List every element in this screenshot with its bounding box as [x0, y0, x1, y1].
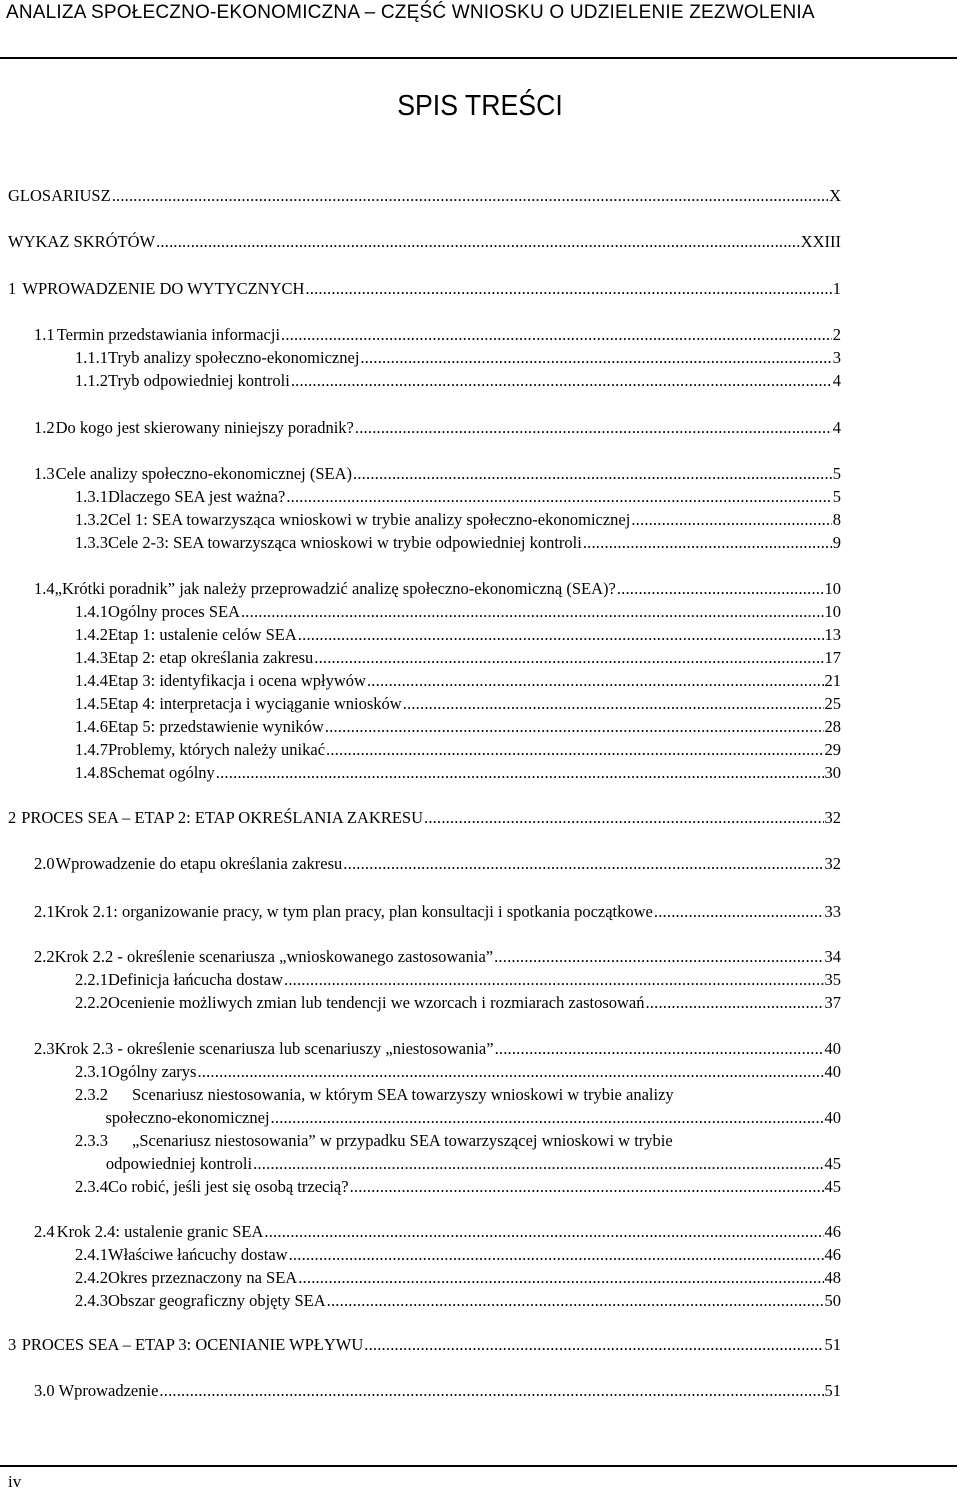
toc-entry-label: WPROWADZENIE DO WYTYCZNYCH	[22, 279, 305, 298]
toc-entry-number: 2.3	[34, 1039, 55, 1058]
toc-entry-page: 28	[824, 717, 841, 736]
toc-entry-label: Scenariusz niestosowania, w którym SEA towarzyszy wnioskowi w trybie analizy	[132, 1085, 674, 1104]
toc-entry[interactable]	[8, 232, 841, 252]
toc-entry-number: 1.4.4	[75, 671, 108, 690]
toc-entry-label: Definicja łańcucha dostaw	[108, 970, 284, 989]
toc-entry-page: 10	[824, 602, 841, 621]
toc-entry[interactable]	[34, 947, 841, 967]
toc-entry-page: 32	[824, 854, 841, 873]
toc-entry-label: Etap 2: etap określania zakresu	[108, 648, 314, 667]
toc-entry-page: 37	[824, 993, 841, 1012]
toc-entry-page: 45	[824, 1154, 841, 1173]
leader-dots	[216, 763, 824, 783]
toc-entry-page: 50	[824, 1291, 841, 1310]
toc-entry-label-continued: społeczno-ekonomicznej	[105, 1108, 270, 1127]
toc-entry-number: 2.2	[34, 947, 55, 966]
toc-entry-page: 40	[824, 1062, 841, 1081]
page-number: iv	[8, 1472, 22, 1491]
toc-entry-page: 51	[824, 1335, 841, 1354]
toc-entry[interactable]	[75, 371, 841, 391]
leader-dots	[159, 1381, 823, 1401]
toc-entry[interactable]	[8, 279, 841, 299]
leader-dots	[364, 1335, 823, 1355]
toc-entry[interactable]	[75, 694, 841, 714]
toc-entry[interactable]	[75, 1268, 841, 1288]
toc-entry[interactable]	[75, 533, 841, 553]
leader-dots	[305, 279, 831, 299]
running-header: ANALIZA SPOŁECZNO-EKONOMICZNA – CZĘŚĆ WNIOSKU O UDZIELENIE ZEZWOLENIA	[6, 2, 815, 23]
leader-dots	[327, 1291, 824, 1311]
toc-entry-page: 3	[832, 348, 841, 367]
leader-dots	[314, 648, 823, 668]
leader-dots	[284, 970, 823, 990]
toc-entry-label: GLOSARIUSZ	[8, 186, 111, 205]
toc-entry-number: 3.0	[34, 1381, 55, 1400]
toc-entry-page: 5	[832, 487, 841, 506]
toc-entry-page: 1	[832, 279, 841, 298]
toc-entry-number: 1.3	[34, 464, 55, 483]
leader-dots	[583, 533, 832, 553]
toc-entry-page: 48	[824, 1268, 841, 1287]
toc-entry-page: 34	[824, 947, 841, 966]
toc-entry-number: 2.3.3	[75, 1131, 108, 1150]
toc-entry-label: Ocenienie możliwych zmian lub tendencji we wzorcach i rozmiarach zastosowań	[108, 993, 645, 1012]
leader-dots	[271, 1108, 824, 1128]
toc-entry[interactable]	[75, 1154, 841, 1174]
leader-dots	[494, 947, 823, 967]
leader-dots	[264, 1222, 823, 1242]
leader-dots	[353, 464, 832, 484]
leader-dots	[253, 1154, 823, 1174]
toc-entry-label: Termin przedstawiania informacji	[56, 325, 281, 344]
footer-rule	[0, 1465, 957, 1467]
leader-dots	[367, 671, 824, 691]
toc-entry-number: 2.4.1	[75, 1245, 108, 1264]
toc-entry-page: 17	[824, 648, 841, 667]
leader-dots	[654, 902, 824, 922]
toc-entry-number: 1.4.1	[75, 602, 108, 621]
toc-entry-label: WYKAZ SKRÓTÓW	[8, 232, 156, 251]
leader-dots	[156, 232, 800, 252]
toc-entry-page: 10	[824, 579, 841, 598]
toc-entry[interactable]	[34, 464, 841, 484]
toc-entry[interactable]	[75, 625, 841, 645]
toc-entry[interactable]	[8, 186, 841, 206]
toc-entry[interactable]	[75, 487, 841, 507]
leader-dots	[343, 854, 823, 874]
toc-entry[interactable]	[75, 671, 841, 691]
leader-dots	[112, 186, 828, 206]
toc-entry-label: Schemat ogólny	[108, 763, 215, 782]
toc-entry[interactable]	[75, 717, 841, 737]
leader-dots	[286, 487, 831, 507]
toc-entry-number: 2	[8, 808, 17, 827]
toc-entry-number: 2.4	[34, 1222, 55, 1241]
leader-dots	[495, 1039, 824, 1059]
leader-dots	[645, 993, 823, 1013]
toc-entry-number: 1.1	[34, 325, 55, 344]
leader-dots	[326, 740, 823, 760]
toc-entry-page: 13	[824, 625, 841, 644]
toc-entry-number: 1.2	[34, 418, 55, 437]
toc-entry[interactable]	[8, 1335, 841, 1355]
toc-entry-label: Krok 2.4: ustalenie granic SEA	[56, 1222, 264, 1241]
toc-entry-label: PROCES SEA – ETAP 2: ETAP OKREŚLANIA ZAKRESU	[21, 808, 424, 827]
toc-entry-number: 1.4	[34, 579, 55, 598]
toc-entry[interactable]	[75, 1291, 841, 1311]
toc-entry-page: 25	[824, 694, 841, 713]
toc-entry[interactable]	[34, 1381, 841, 1401]
toc-entry-label: Okres przeznaczony na SEA	[108, 1268, 298, 1287]
toc-entry-number: 1.1.2	[75, 371, 108, 390]
toc-entry-label: Cele 2-3: SEA towarzysząca wnioskowi w trybie odpowiedniej kontroli	[108, 533, 582, 552]
toc-entry[interactable]	[75, 993, 841, 1013]
leader-dots	[241, 602, 824, 622]
toc-entry-label: Ogólny zarys	[108, 1062, 197, 1081]
toc-entry-number: 2.4.2	[75, 1268, 108, 1287]
toc-entry-page: 46	[824, 1245, 841, 1264]
leader-dots	[631, 510, 831, 530]
toc-entry-number: 3	[8, 1335, 17, 1354]
leader-dots	[350, 1177, 824, 1197]
leader-dots	[424, 808, 823, 828]
toc-entry[interactable]	[75, 763, 841, 783]
toc-entry[interactable]	[34, 418, 841, 438]
toc-entry-label: Etap 1: ustalenie celów SEA	[108, 625, 297, 644]
toc-entry-label: „Krótki poradnik” jak należy przeprowadzić analizę społeczno-ekonomiczną (SEA)?	[54, 579, 616, 598]
toc-entry-label: „Scenariusz niestosowania” w przypadku SEA towarzyszącej wnioskowi w trybie	[132, 1131, 673, 1150]
toc-entry-label: Tryb analizy społeczno-ekonomicznej	[108, 348, 360, 367]
toc-entry[interactable]	[75, 510, 841, 530]
toc-entry-label: Dlaczego SEA jest ważna?	[108, 487, 286, 506]
toc-entry-label-continued: odpowiedniej kontroli	[105, 1154, 253, 1173]
toc-entry-label: PROCES SEA – ETAP 3: OCENIANIE WPŁYWU	[21, 1335, 364, 1354]
toc-entry-label: Wprowadzenie	[58, 1381, 159, 1400]
toc-entry[interactable]	[34, 1039, 841, 1059]
toc-entry-number: 1.3.1	[75, 487, 108, 506]
toc-entry[interactable]	[8, 808, 841, 828]
toc-entry-label: Krok 2.3 - określenie scenariusza lub scenariuszy „niestosowania”	[54, 1039, 494, 1058]
leader-dots	[360, 348, 831, 368]
toc-entry[interactable]	[75, 740, 841, 760]
toc-entry-label: Co robić, jeśli jest się osobą trzecią?	[108, 1177, 349, 1196]
leader-dots	[298, 1268, 823, 1288]
toc-entry-page: 30	[824, 763, 841, 782]
toc-entry-label: Ogólny proces SEA	[108, 602, 240, 621]
toc-entry-number: 1.3.2	[75, 510, 108, 529]
toc-entry-label: Krok 2.2 - określenie scenariusza „wnioskowanego zastosowania”	[54, 947, 494, 966]
toc-entry-page: 8	[832, 510, 841, 529]
toc-entry-number: 1.4.6	[75, 717, 108, 736]
toc-entry-number: 2.3.1	[75, 1062, 108, 1081]
toc-entry[interactable]	[75, 348, 841, 368]
toc-entry-page: 33	[824, 902, 841, 921]
toc-entry-number: 1	[8, 279, 17, 298]
toc-entry-page: 4	[832, 418, 841, 437]
leader-dots	[403, 694, 824, 714]
toc-entry-number: 1.3.3	[75, 533, 108, 552]
toc-entry-number: 2.3.4	[75, 1177, 108, 1196]
leader-dots	[617, 579, 824, 599]
toc-entry-label: Cel 1: SEA towarzysząca wnioskowi w trybie analizy społeczno-ekonomicznej	[108, 510, 631, 529]
toc-entry-label: Etap 3: identyfikacja i ocena wpływów	[108, 671, 366, 690]
toc-entry[interactable]	[34, 1222, 841, 1242]
leader-dots	[325, 717, 824, 737]
toc-entry-number: 2.2.1	[75, 970, 108, 989]
toc-entry-label: Tryb odpowiedniej kontroli	[108, 371, 290, 390]
toc-entry-number: 2.3.2	[75, 1085, 108, 1104]
toc-entry-number: 1.1.1	[75, 348, 108, 367]
toc-entry[interactable]	[34, 854, 841, 874]
toc-entry-page: 5	[832, 464, 841, 483]
toc-entry[interactable]	[75, 1177, 841, 1197]
toc-entry-page: 35	[824, 970, 841, 989]
toc-entry-page: 9	[832, 533, 841, 552]
toc-entry[interactable]	[75, 1062, 841, 1082]
toc-entry-number: 1.4.2	[75, 625, 108, 644]
toc-entry[interactable]	[75, 648, 841, 668]
toc-entry-label: Etap 5: przedstawienie wyników	[108, 717, 324, 736]
toc-entry-page: 51	[824, 1381, 841, 1400]
toc-entry-number: 1.4.8	[75, 763, 108, 782]
leader-dots	[197, 1062, 823, 1082]
toc-entry-label: Cele analizy społeczno-ekonomicznej (SEA)	[55, 464, 353, 483]
toc-entry-number: 1.4.5	[75, 694, 108, 713]
toc-entry[interactable]	[75, 602, 841, 622]
toc-entry[interactable]	[75, 970, 841, 990]
toc-entry-page: 21	[824, 671, 841, 690]
toc-entry-label: Etap 4: interpretacja i wyciąganie wniosków	[108, 694, 402, 713]
toc-entry-page: 29	[824, 740, 841, 759]
toc-entry-page: 46	[824, 1222, 841, 1241]
toc-entry-label: Do kogo jest skierowany niniejszy poradnik?	[55, 418, 354, 437]
toc-entry[interactable]	[34, 902, 841, 922]
toc-entry[interactable]	[34, 579, 841, 599]
toc-entry[interactable]	[75, 1245, 841, 1265]
toc-entry-label: Właściwe łańcuchy dostaw	[108, 1245, 288, 1264]
toc-entry-page: X	[829, 186, 841, 205]
toc-entry-number: 1.4.7	[75, 740, 108, 759]
toc-entry-page: 2	[832, 325, 841, 344]
leader-dots	[355, 418, 832, 438]
toc-entry-page: 4	[832, 371, 841, 390]
toc-entry-number: 2.1	[34, 902, 55, 921]
header-rule	[0, 57, 957, 59]
toc-entry-number: 2.4.3	[75, 1291, 108, 1310]
toc-entry-number: 1.4.3	[75, 648, 108, 667]
toc-entry[interactable]	[75, 1108, 841, 1128]
leader-dots	[298, 625, 824, 645]
toc-entry-page: 40	[824, 1039, 841, 1058]
toc-entry[interactable]	[34, 325, 841, 345]
toc-entry-label: Problemy, których należy unikać	[108, 740, 326, 759]
toc-entry-label: Krok 2.1: organizowanie pracy, w tym plan pracy, plan konsultacji i spotkania początkowe	[54, 902, 653, 921]
leader-dots	[291, 371, 832, 391]
toc-entry-page: XXIII	[800, 232, 841, 251]
leader-dots	[289, 1245, 824, 1265]
toc-entry-page: 40	[824, 1108, 841, 1127]
toc-entry-page: 45	[824, 1177, 841, 1196]
toc-entry-page: 32	[824, 808, 841, 827]
toc-entry-label: Obszar geograficzny objęty SEA	[108, 1291, 326, 1310]
toc-entry-number: 2.2.2	[75, 993, 108, 1012]
toc-entry-label: Wprowadzenie do etapu określania zakresu	[55, 854, 343, 873]
toc-title: SPIS TREŚCI	[397, 90, 563, 122]
leader-dots	[281, 325, 832, 345]
toc-entry-number: 2.0	[34, 854, 55, 873]
